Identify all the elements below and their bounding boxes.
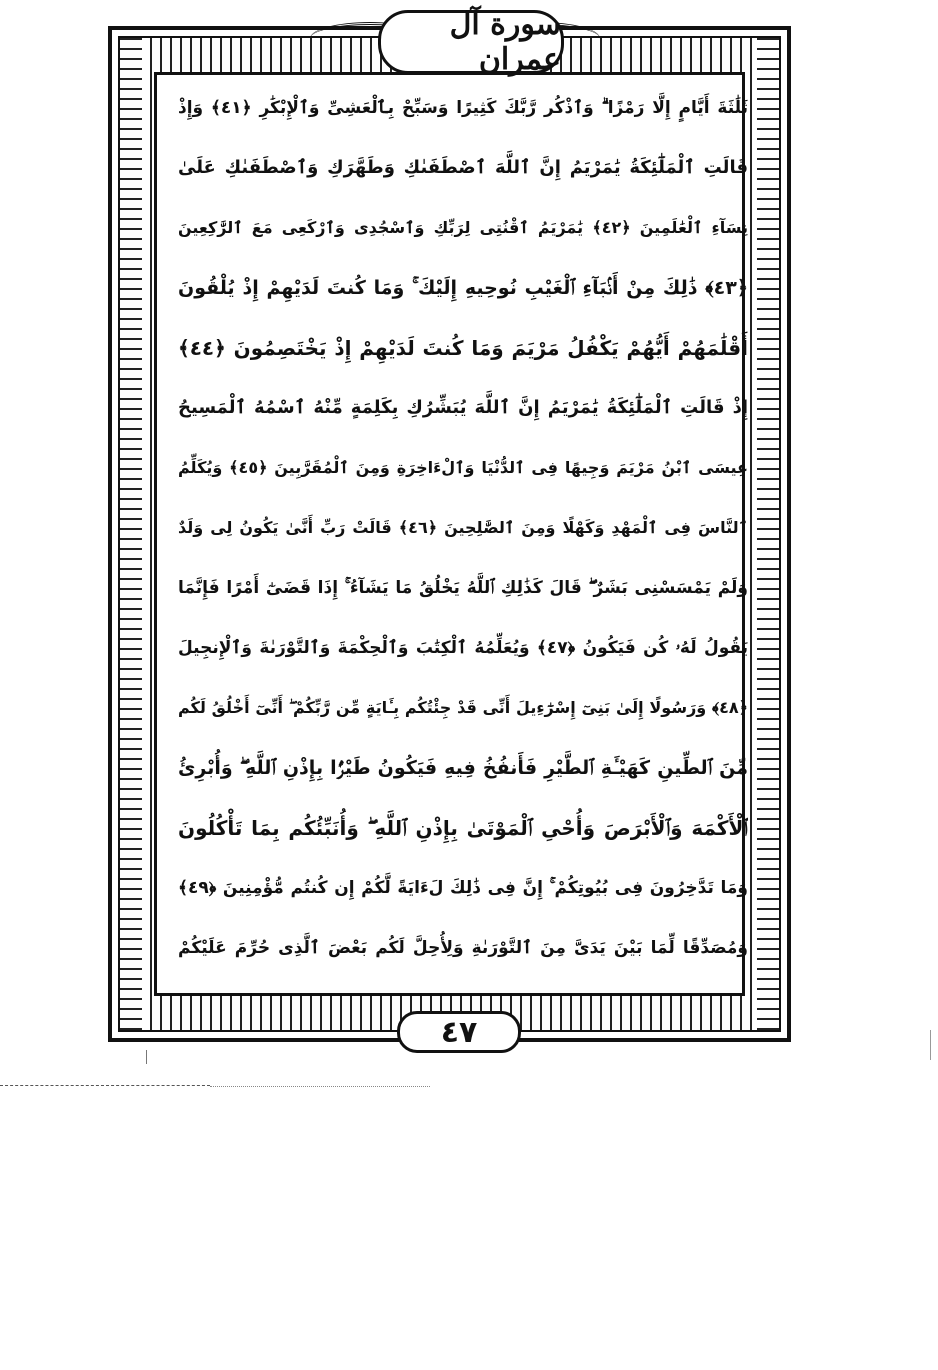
- verse-line: ثَلَٰثَةَ أَيَّامٍ إِلَّا رَمْزًا ۗ وَٱذْكُر رَّبَّكَ كَثِيرًا وَسَبِّحْ بِٱلْعَشِىِّ وَٱلْإِبْكَٰرِ ﴿٤١﴾ وَإِذْ: [178, 98, 748, 118]
- verse-line: مِّنَ ٱلطِّينِ كَهَيْـَٔةِ ٱلطَّيْرِ فَأَنفُخُ فِيهِ فَيَكُونُ طَيْرًۢا بِإِذْنِ ٱللَّهِ ۖ وَأُبْرِئُ: [178, 757, 748, 779]
- verse-line: وَمُصَدِّقًا لِّمَا بَيْنَ يَدَىَّ مِنَ ٱلتَّوْرَىٰةِ وَلِأُحِلَّ لَكُم بَعْضَ ٱلَّذِى حُرِّمَ عَلَيْكُمْ: [178, 938, 748, 958]
- surah-title: سورة آل عمران: [449, 7, 561, 77]
- verse-line: نِسَآءِ ٱلْعَٰلَمِينَ ﴿٤٢﴾ يَٰمَرْيَمُ ٱقْنُتِى لِرَبِّكِ وَٱسْجُدِى وَٱرْكَعِى مَعَ ٱلرَّٰكِعِينَ: [178, 218, 748, 237]
- verse-line: ﴿٤٣﴾ ذَٰلِكَ مِنْ أَنۢبَآءِ ٱلْغَيْبِ نُوحِيهِ إِلَيْكَ ۚ وَمَا كُنتَ لَدَيْهِمْ إِذْ يُلْقُونَ: [178, 277, 748, 299]
- verse-line: يَقُولُ لَهُۥ كُن فَيَكُونُ ﴿٤٧﴾ وَيُعَلِّمُهُ ٱلْكِتَٰبَ وَٱلْحِكْمَةَ وَٱلتَّوْرَىٰةَ وَٱلْإِنجِيلَ: [178, 638, 748, 658]
- verse-line: أَقْلَٰمَهُمْ أَيُّهُمْ يَكْفُلُ مَرْيَمَ وَمَا كُنتَ لَدَيْهِمْ إِذْ يَخْتَصِمُونَ ﴿٤٤﴾: [178, 336, 748, 360]
- verse-line: ٱلنَّاسَ فِى ٱلْمَهْدِ وَكَهْلًا وَمِنَ ٱلصَّٰلِحِينَ ﴿٤٦﴾ قَالَتْ رَبِّ أَنَّىٰ يَكُونُ لِى وَلَدٌ: [178, 518, 748, 537]
- scan-artifact-line: [210, 1086, 430, 1088]
- page-number-cartouche: [397, 1011, 521, 1053]
- verse-line: إِذْ قَالَتِ ٱلْمَلَٰٓئِكَةُ يَٰمَرْيَمُ إِنَّ ٱللَّهَ يُبَشِّرُكِ بِكَلِمَةٍ مِّنْهُ ٱسْمُهُ ٱلْمَسِيحُ: [178, 397, 748, 418]
- verse-line: عِيسَى ٱبْنُ مَرْيَمَ وَجِيهًا فِى ٱلدُّنْيَا وَٱلْءَاخِرَةِ وَمِنَ ٱلْمُقَرَّبِينَ ﴿٤٥﴾ وَيُكَلِّمُ: [178, 458, 748, 477]
- verse-line: ﴿٤٨﴾ وَرَسُولًا إِلَىٰ بَنِىٓ إِسْرَٰٓءِيلَ أَنِّى قَدْ جِئْتُكُم بِـَٔايَةٍ مِّن رَّبِّكُمْ ۖ أَنِّىٓ أَخْلُقُ لَكُم: [178, 698, 748, 717]
- scan-artifact: [930, 1030, 931, 1060]
- scan-artifact-line: [0, 1085, 210, 1087]
- verse-line: قَالَتِ ٱلْمَلَٰٓئِكَةُ يَٰمَرْيَمُ إِنَّ ٱللَّهَ ٱصْطَفَىٰكِ وَطَهَّرَكِ وَٱصْطَفَىٰكِ عَلَىٰ: [178, 157, 748, 178]
- verse-text-block: [178, 78, 748, 978]
- scan-artifact: [146, 1050, 147, 1064]
- verse-line: وَمَا تَدَّخِرُونَ فِى بُيُوتِكُمْ ۚ إِنَّ فِى ذَٰلِكَ لَءَايَةً لَّكُمْ إِن كُنتُم مُّؤْمِنِينَ ﴿٤٩﴾: [178, 878, 748, 898]
- page-number: ٤٧: [440, 1014, 478, 1050]
- surah-header: [378, 7, 564, 77]
- verse-line: ٱلْأَكْمَهَ وَٱلْأَبْرَصَ وَأُحْىِ ٱلْمَوْتَىٰ بِإِذْنِ ٱللَّهِ ۖ وَأُنَبِّئُكُم بِمَا تَأْكُلُونَ: [178, 816, 748, 840]
- verse-line: وَلَمْ يَمْسَسْنِى بَشَرٌ ۖ قَالَ كَذَٰلِكِ ٱللَّهُ يَخْلُقُ مَا يَشَآءُ ۚ إِذَا قَضَىٰٓ أَمْرًا فَإِنَّمَا: [178, 578, 748, 598]
